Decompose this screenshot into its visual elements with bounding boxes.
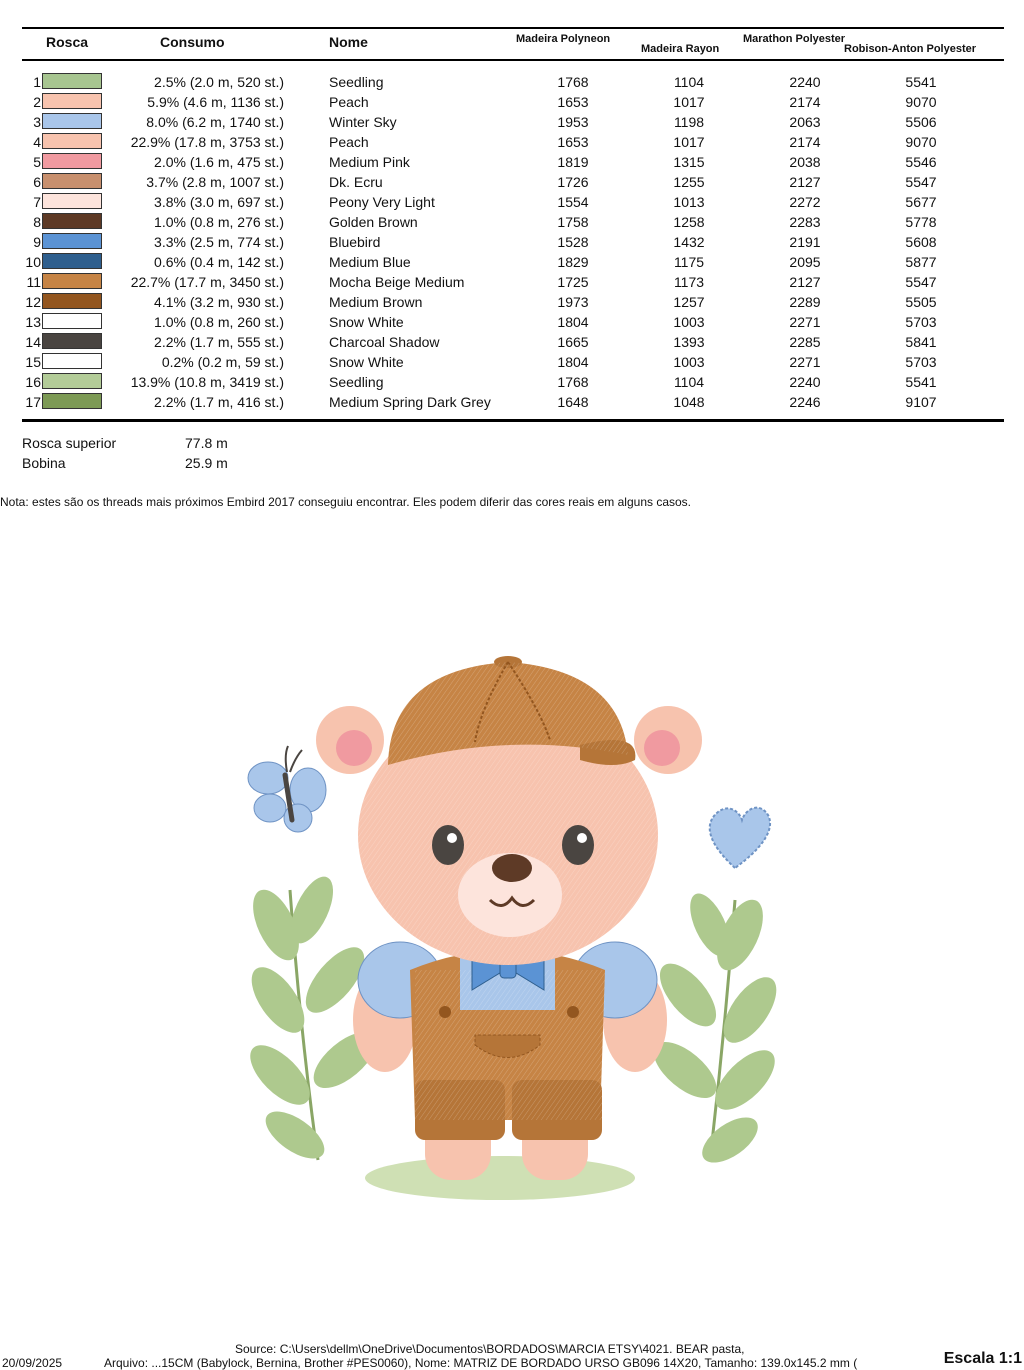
thread-consumo: 8.0% (6.2 m, 1740 st.) — [146, 114, 284, 130]
madeira-rayon-code: 1104 — [673, 374, 705, 390]
robison-anton-code: 5547 — [905, 174, 937, 190]
color-swatch — [42, 213, 102, 229]
madeira-polyneon-code: 1804 — [557, 354, 589, 370]
table-row — [0, 352, 1024, 372]
robison-anton-code: 5506 — [905, 114, 937, 130]
marathon-polyester-code: 2174 — [789, 134, 821, 150]
table-bottom-rule — [22, 419, 1004, 422]
madeira-rayon-code: 1104 — [673, 74, 705, 90]
robison-anton-code: 5541 — [905, 374, 937, 390]
thread-consumo: 1.0% (0.8 m, 260 st.) — [154, 314, 284, 330]
footer-date: 20/09/2025 — [2, 1356, 63, 1370]
color-swatch — [42, 393, 102, 409]
table-row — [0, 252, 1024, 272]
top-thread-value: 77.8 m — [185, 435, 228, 451]
table-header-rule — [22, 59, 1004, 61]
thread-consumo: 3.7% (2.8 m, 1007 st.) — [146, 174, 284, 190]
top-thread-label: Rosca superior — [22, 435, 117, 451]
thread-name: Medium Spring Dark Grey — [329, 394, 491, 410]
madeira-polyneon-code: 1653 — [557, 134, 589, 150]
marathon-polyester-code: 2174 — [789, 94, 821, 110]
madeira-polyneon-code: 1528 — [557, 234, 589, 250]
thread-name: Bluebird — [329, 234, 381, 250]
madeira-polyneon-code: 1758 — [557, 214, 589, 230]
thread-consumo: 4.1% (3.2 m, 930 st.) — [154, 294, 284, 310]
color-swatch — [42, 293, 102, 309]
thread-number: 1 — [33, 74, 41, 90]
thread-number: 12 — [25, 294, 41, 310]
thread-name: Peach — [329, 94, 369, 110]
thread-name: Golden Brown — [329, 214, 418, 230]
marathon-polyester-code: 2240 — [789, 74, 821, 90]
footer-file-info: Arquivo: ...15CM (Babylock, Bernina, Brother #PES0060), Nome: MATRIZ DE BORDADO URSO GB096 14X20, Tamanho: 139.0x145.2 mm ( — [104, 1356, 858, 1370]
color-swatch — [42, 273, 102, 289]
header-madeira-polyneon: Madeira Polyneon — [516, 33, 611, 45]
thread-consumo: 3.3% (2.5 m, 774 st.) — [154, 234, 284, 250]
color-swatch — [42, 193, 102, 209]
table-row — [0, 172, 1024, 192]
thread-name: Seedling — [329, 74, 384, 90]
thread-number: 2 — [33, 94, 41, 110]
madeira-rayon-code: 1017 — [673, 94, 705, 110]
madeira-polyneon-code: 1768 — [557, 374, 589, 390]
color-swatch — [42, 73, 102, 89]
color-swatch — [42, 133, 102, 149]
color-swatch — [42, 313, 102, 329]
table-row — [0, 212, 1024, 232]
thread-consumo: 0.2% (0.2 m, 59 st.) — [161, 354, 284, 370]
bobbin-value: 25.9 m — [185, 455, 228, 471]
color-swatch — [42, 173, 102, 189]
table-row — [0, 292, 1024, 312]
robison-anton-code: 5703 — [905, 314, 937, 330]
thread-consumo: 13.9% (10.8 m, 3419 st.) — [130, 374, 284, 390]
thread-number: 17 — [25, 394, 41, 410]
madeira-polyneon-code: 1819 — [557, 154, 589, 170]
robison-anton-code: 5546 — [905, 154, 937, 170]
header-robison-anton: Robison-Anton Polyester — [844, 43, 977, 55]
thread-number: 5 — [33, 154, 41, 170]
madeira-rayon-code: 1315 — [673, 154, 705, 170]
thread-number: 9 — [33, 234, 41, 250]
thread-name: Snow White — [329, 314, 404, 330]
madeira-rayon-code: 1258 — [673, 214, 705, 230]
robison-anton-code: 5547 — [905, 274, 937, 290]
color-swatch — [42, 93, 102, 109]
header-rosca: Rosca — [46, 34, 89, 50]
thread-number: 7 — [33, 194, 41, 210]
robison-anton-code: 5877 — [905, 254, 937, 270]
footer-source: Source: C:\Users\dellm\OneDrive\Documentos\BORDADOS\MARCIA ETSY\4021. BEAR pasta, — [235, 1342, 745, 1356]
madeira-rayon-code: 1255 — [673, 174, 705, 190]
robison-anton-code: 5541 — [905, 74, 937, 90]
embroidery-design-image — [240, 650, 780, 1210]
thread-name: Peach — [329, 134, 369, 150]
header-nome: Nome — [329, 34, 368, 50]
table-row — [0, 72, 1024, 92]
robison-anton-code: 5677 — [905, 194, 937, 210]
marathon-polyester-code: 2246 — [789, 394, 821, 410]
table-row — [0, 92, 1024, 112]
madeira-polyneon-code: 1829 — [557, 254, 589, 270]
robison-anton-code: 5505 — [905, 294, 937, 310]
color-swatch — [42, 333, 102, 349]
table-row — [0, 132, 1024, 152]
thread-number: 16 — [25, 374, 41, 390]
marathon-polyester-code: 2063 — [789, 114, 821, 130]
robison-anton-code: 9070 — [905, 134, 937, 150]
madeira-rayon-code: 1048 — [673, 394, 705, 410]
marathon-polyester-code: 2271 — [789, 354, 821, 370]
madeira-polyneon-code: 1648 — [557, 394, 589, 410]
madeira-polyneon-code: 1653 — [557, 94, 589, 110]
header-madeira-rayon: Madeira Rayon — [641, 43, 720, 55]
thread-name: Winter Sky — [329, 114, 397, 130]
robison-anton-code: 5608 — [905, 234, 937, 250]
table-row — [0, 232, 1024, 252]
table-row — [0, 312, 1024, 332]
madeira-rayon-code: 1432 — [673, 234, 705, 250]
thread-number: 10 — [25, 254, 41, 270]
thread-consumo: 5.9% (4.6 m, 1136 st.) — [147, 94, 284, 110]
marathon-polyester-code: 2240 — [789, 374, 821, 390]
thread-name: Mocha Beige Medium — [329, 274, 465, 290]
table-row — [0, 152, 1024, 172]
madeira-rayon-code: 1173 — [673, 274, 705, 290]
marathon-polyester-code: 2285 — [789, 334, 821, 350]
marathon-polyester-code: 2038 — [789, 154, 821, 170]
madeira-polyneon-code: 1726 — [557, 174, 589, 190]
thread-consumo: 1.0% (0.8 m, 276 st.) — [154, 214, 284, 230]
color-swatch — [42, 353, 102, 369]
thread-consumo: 0.6% (0.4 m, 142 st.) — [154, 254, 284, 270]
madeira-rayon-code: 1198 — [673, 114, 705, 130]
table-row — [0, 372, 1024, 392]
bobbin-label: Bobina — [22, 455, 66, 471]
marathon-polyester-code: 2191 — [789, 234, 821, 250]
madeira-rayon-code: 1003 — [673, 354, 705, 370]
color-swatch — [42, 113, 102, 129]
thread-number: 13 — [25, 314, 41, 330]
heart-icon — [710, 808, 770, 868]
madeira-rayon-code: 1393 — [673, 334, 705, 350]
scale-label: Escala 1:1 — [943, 1350, 1022, 1367]
robison-anton-code: 9107 — [905, 394, 937, 410]
thread-number: 4 — [33, 134, 41, 150]
table-row — [0, 272, 1024, 292]
color-swatch — [42, 233, 102, 249]
madeira-rayon-code: 1175 — [673, 254, 705, 270]
marathon-polyester-code: 2271 — [789, 314, 821, 330]
thread-name: Peony Very Light — [329, 194, 435, 210]
color-swatch — [42, 153, 102, 169]
thread-number: 3 — [33, 114, 41, 130]
butterfly-icon — [248, 746, 326, 832]
thread-name: Medium Pink — [329, 154, 410, 170]
madeira-polyneon-code: 1725 — [557, 274, 589, 290]
marathon-polyester-code: 2127 — [789, 174, 821, 190]
thread-number: 11 — [26, 274, 41, 290]
madeira-rayon-code: 1257 — [673, 294, 705, 310]
robison-anton-code: 5841 — [905, 334, 937, 350]
thread-note: Nota: estes são os threads mais próximos Embird 2017 conseguiu encontrar. Eles podem diferir das cores reais em alguns casos. — [0, 495, 692, 509]
madeira-polyneon-code: 1554 — [557, 194, 589, 210]
color-swatch — [42, 253, 102, 269]
robison-anton-code: 9070 — [905, 94, 937, 110]
thread-name: Medium Brown — [329, 294, 423, 310]
marathon-polyester-code: 2127 — [789, 274, 821, 290]
thread-consumo: 2.2% (1.7 m, 555 st.) — [154, 334, 284, 350]
madeira-polyneon-code: 1953 — [557, 114, 589, 130]
madeira-polyneon-code: 1768 — [557, 74, 589, 90]
color-swatch — [42, 373, 102, 389]
header-marathon-polyester: Marathon Polyester — [743, 33, 846, 45]
robison-anton-code: 5778 — [905, 214, 937, 230]
robison-anton-code: 5703 — [905, 354, 937, 370]
marathon-polyester-code: 2095 — [789, 254, 821, 270]
thread-consumo: 22.7% (17.7 m, 3450 st.) — [130, 274, 284, 290]
thread-consumo: 3.8% (3.0 m, 697 st.) — [154, 194, 284, 210]
thread-name: Medium Blue — [329, 254, 411, 270]
thread-name: Dk. Ecru — [329, 174, 383, 190]
thread-consumo: 2.0% (1.6 m, 475 st.) — [154, 154, 284, 170]
header-consumo: Consumo — [160, 34, 225, 50]
marathon-polyester-code: 2283 — [789, 214, 821, 230]
thread-table — [0, 72, 1024, 412]
thread-name: Charcoal Shadow — [329, 334, 440, 350]
madeira-rayon-code: 1003 — [673, 314, 705, 330]
thread-number: 6 — [33, 174, 41, 190]
thread-name: Snow White — [329, 354, 404, 370]
table-top-rule — [22, 27, 1004, 29]
thread-number: 14 — [25, 334, 41, 350]
madeira-rayon-code: 1013 — [673, 194, 705, 210]
thread-consumo: 22.9% (17.8 m, 3753 st.) — [130, 134, 284, 150]
thread-name: Seedling — [329, 374, 384, 390]
madeira-rayon-code: 1017 — [673, 134, 705, 150]
marathon-polyester-code: 2272 — [789, 194, 821, 210]
marathon-polyester-code: 2289 — [789, 294, 821, 310]
table-row — [0, 112, 1024, 132]
table-row — [0, 392, 1024, 412]
thread-consumo: 2.5% (2.0 m, 520 st.) — [154, 74, 284, 90]
thread-consumo: 2.2% (1.7 m, 416 st.) — [154, 394, 284, 410]
thread-number: 15 — [25, 354, 41, 370]
table-row — [0, 332, 1024, 352]
thread-number: 8 — [33, 214, 41, 230]
madeira-polyneon-code: 1665 — [557, 334, 589, 350]
table-row — [0, 192, 1024, 212]
madeira-polyneon-code: 1804 — [557, 314, 589, 330]
madeira-polyneon-code: 1973 — [557, 294, 589, 310]
